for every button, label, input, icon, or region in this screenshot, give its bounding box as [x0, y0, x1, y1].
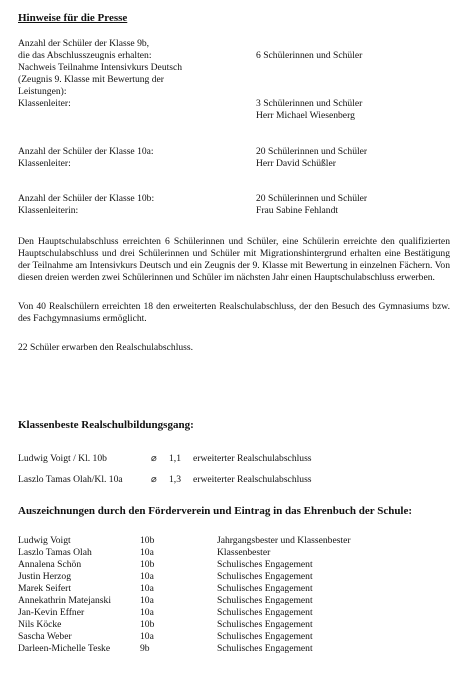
stat-value-line: 20 Schülerinnen und Schüler — [256, 146, 368, 157]
award-name: Annalena Schön — [18, 559, 82, 570]
award-row — [18, 547, 450, 559]
award-row — [18, 559, 450, 571]
award-reason: Schulisches Engagement — [217, 571, 313, 582]
page-title: Hinweise für die Presse — [18, 12, 128, 24]
award-class: 10a — [140, 583, 154, 594]
stat-value — [256, 193, 367, 217]
award-reason: Jahrgangsbester und Klassenbester — [217, 535, 351, 546]
award-reason: Schulisches Engagement — [217, 595, 313, 606]
best-name: Laszlo Tamas Olah/Kl. 10a — [18, 474, 123, 485]
average-symbol: ⌀ — [151, 474, 157, 485]
best-grade: 1,3 — [169, 474, 181, 485]
award-name: Sascha Weber — [18, 631, 72, 642]
award-row — [18, 631, 450, 643]
award-name: Laszlo Tamas Olah — [18, 547, 92, 558]
stat-10b — [18, 193, 450, 217]
best-row — [18, 474, 450, 486]
award-class: 10b — [140, 619, 155, 630]
stat-value-line: Frau Sabine Fehlandt — [256, 205, 339, 216]
stat-9b — [18, 38, 450, 62]
stat-value — [256, 98, 362, 122]
award-name: Annekathrin Matejanski — [18, 595, 111, 606]
award-name: Darleen-Michelle Teske — [18, 643, 111, 654]
award-class: 10b — [140, 559, 155, 570]
stat-label-line: die das Abschlusszeugnis erhalten: — [18, 50, 152, 61]
paragraph-realschueler: Von 40 Realschülern erreichten 18 den erweiterten Realschulabschluss, der den Besuch des Gymnasiums bzw. des Fachgymnasiums ermöglicht. — [18, 301, 450, 324]
paragraph-realschulabschluss: 22 Schüler erwarben den Realschulabschluss. — [18, 342, 194, 353]
stat-value: 6 Schülerinnen und Schüler — [256, 50, 363, 61]
best-text: erweiterter Realschulabschluss — [193, 453, 312, 464]
stat-label — [18, 62, 182, 110]
stat-10a — [18, 146, 450, 170]
best-row — [18, 453, 450, 465]
stat-label-line: Anzahl der Schüler der Klasse 10b: — [18, 193, 155, 204]
award-name: Ludwig Voigt — [18, 535, 71, 546]
award-row — [18, 619, 450, 631]
best-name: Ludwig Voigt / Kl. 10b — [18, 453, 107, 464]
award-row — [18, 595, 450, 607]
best-text: erweiterter Realschulabschluss — [193, 474, 312, 485]
stat-label — [18, 38, 151, 62]
paragraph-hauptschulabschluss: Den Hauptschulabschluss erreichten 6 Schülerinnen und Schüler, eine Schülerin erreichte den qualifizierten Hauptschulabschluss und drei Schülerinnen und Schüler mit Migrationshintergrund erhalten eine Bestätigung der Teilnahme am Intensivkurs Deutsch und ein Zeugnis der 9. Klasse mit Bewertung in einzelnen Fächern. Von diesen dreien werden zwei Schülerinnen und Schüler im nächsten Jahr einen Hauptschulabschluss erwerben. — [18, 236, 450, 283]
stat-label-line: Anzahl der Schüler der Klasse 10a: — [18, 146, 154, 157]
award-row — [18, 583, 450, 595]
stat-label-line: Klassenleiter: — [18, 98, 71, 109]
best-grade: 1,1 — [169, 453, 181, 464]
stat-label-line: Klassenleiter: — [18, 158, 71, 169]
award-name: Justin Herzog — [18, 571, 72, 582]
award-row — [18, 571, 450, 583]
stat-value-line: Herr David Schüßler — [256, 158, 336, 169]
stat-label — [18, 193, 154, 217]
stat-label — [18, 146, 154, 170]
award-reason: Schulisches Engagement — [217, 631, 313, 642]
award-reason: Schulisches Engagement — [217, 619, 313, 630]
award-class: 10b — [140, 535, 155, 546]
best-heading: Klassenbeste Realschulbildungsgang: — [18, 419, 194, 431]
award-class: 10a — [140, 607, 154, 618]
award-class: 10a — [140, 595, 154, 606]
award-class: 10a — [140, 547, 154, 558]
stat-value-line: Herr Michael Wiesenberg — [256, 110, 355, 121]
award-reason: Schulisches Engagement — [217, 559, 313, 570]
stat-label-line: Klassenleiterin: — [18, 205, 79, 216]
average-symbol: ⌀ — [151, 453, 157, 464]
award-reason: Schulisches Engagement — [217, 643, 313, 654]
stat-label-line: Nachweis Teilnahme Intensivkurs Deutsch — [18, 62, 183, 73]
award-row — [18, 607, 450, 619]
award-name: Nils Köcke — [18, 619, 62, 630]
award-reason: Klassenbester — [217, 547, 271, 558]
award-class: 9b — [140, 643, 150, 654]
award-row — [18, 535, 450, 547]
award-reason: Schulisches Engagement — [217, 607, 313, 618]
stat-label-line: Leistungen): — [18, 86, 67, 97]
award-class: 10a — [140, 571, 154, 582]
stat-value-line: 20 Schülerinnen und Schüler — [256, 193, 368, 204]
award-row — [18, 643, 450, 655]
stat-value — [256, 146, 367, 170]
award-reason: Schulisches Engagement — [217, 583, 313, 594]
stat-intensivkurs — [18, 62, 450, 121]
stat-label-line: (Zeugnis 9. Klasse mit Bewertung der — [18, 74, 165, 85]
awards-heading: Auszeichnungen durch den Förderverein und Eintrag in das Ehrenbuch der Schule: — [18, 505, 413, 517]
award-name: Marek Seifert — [18, 583, 72, 594]
award-class: 10a — [140, 631, 154, 642]
stat-label-line: Anzahl der Schüler der Klasse 9b, — [18, 38, 150, 49]
stat-value-line: 3 Schülerinnen und Schüler — [256, 98, 363, 109]
award-name: Jan-Kevin Effner — [18, 607, 85, 618]
